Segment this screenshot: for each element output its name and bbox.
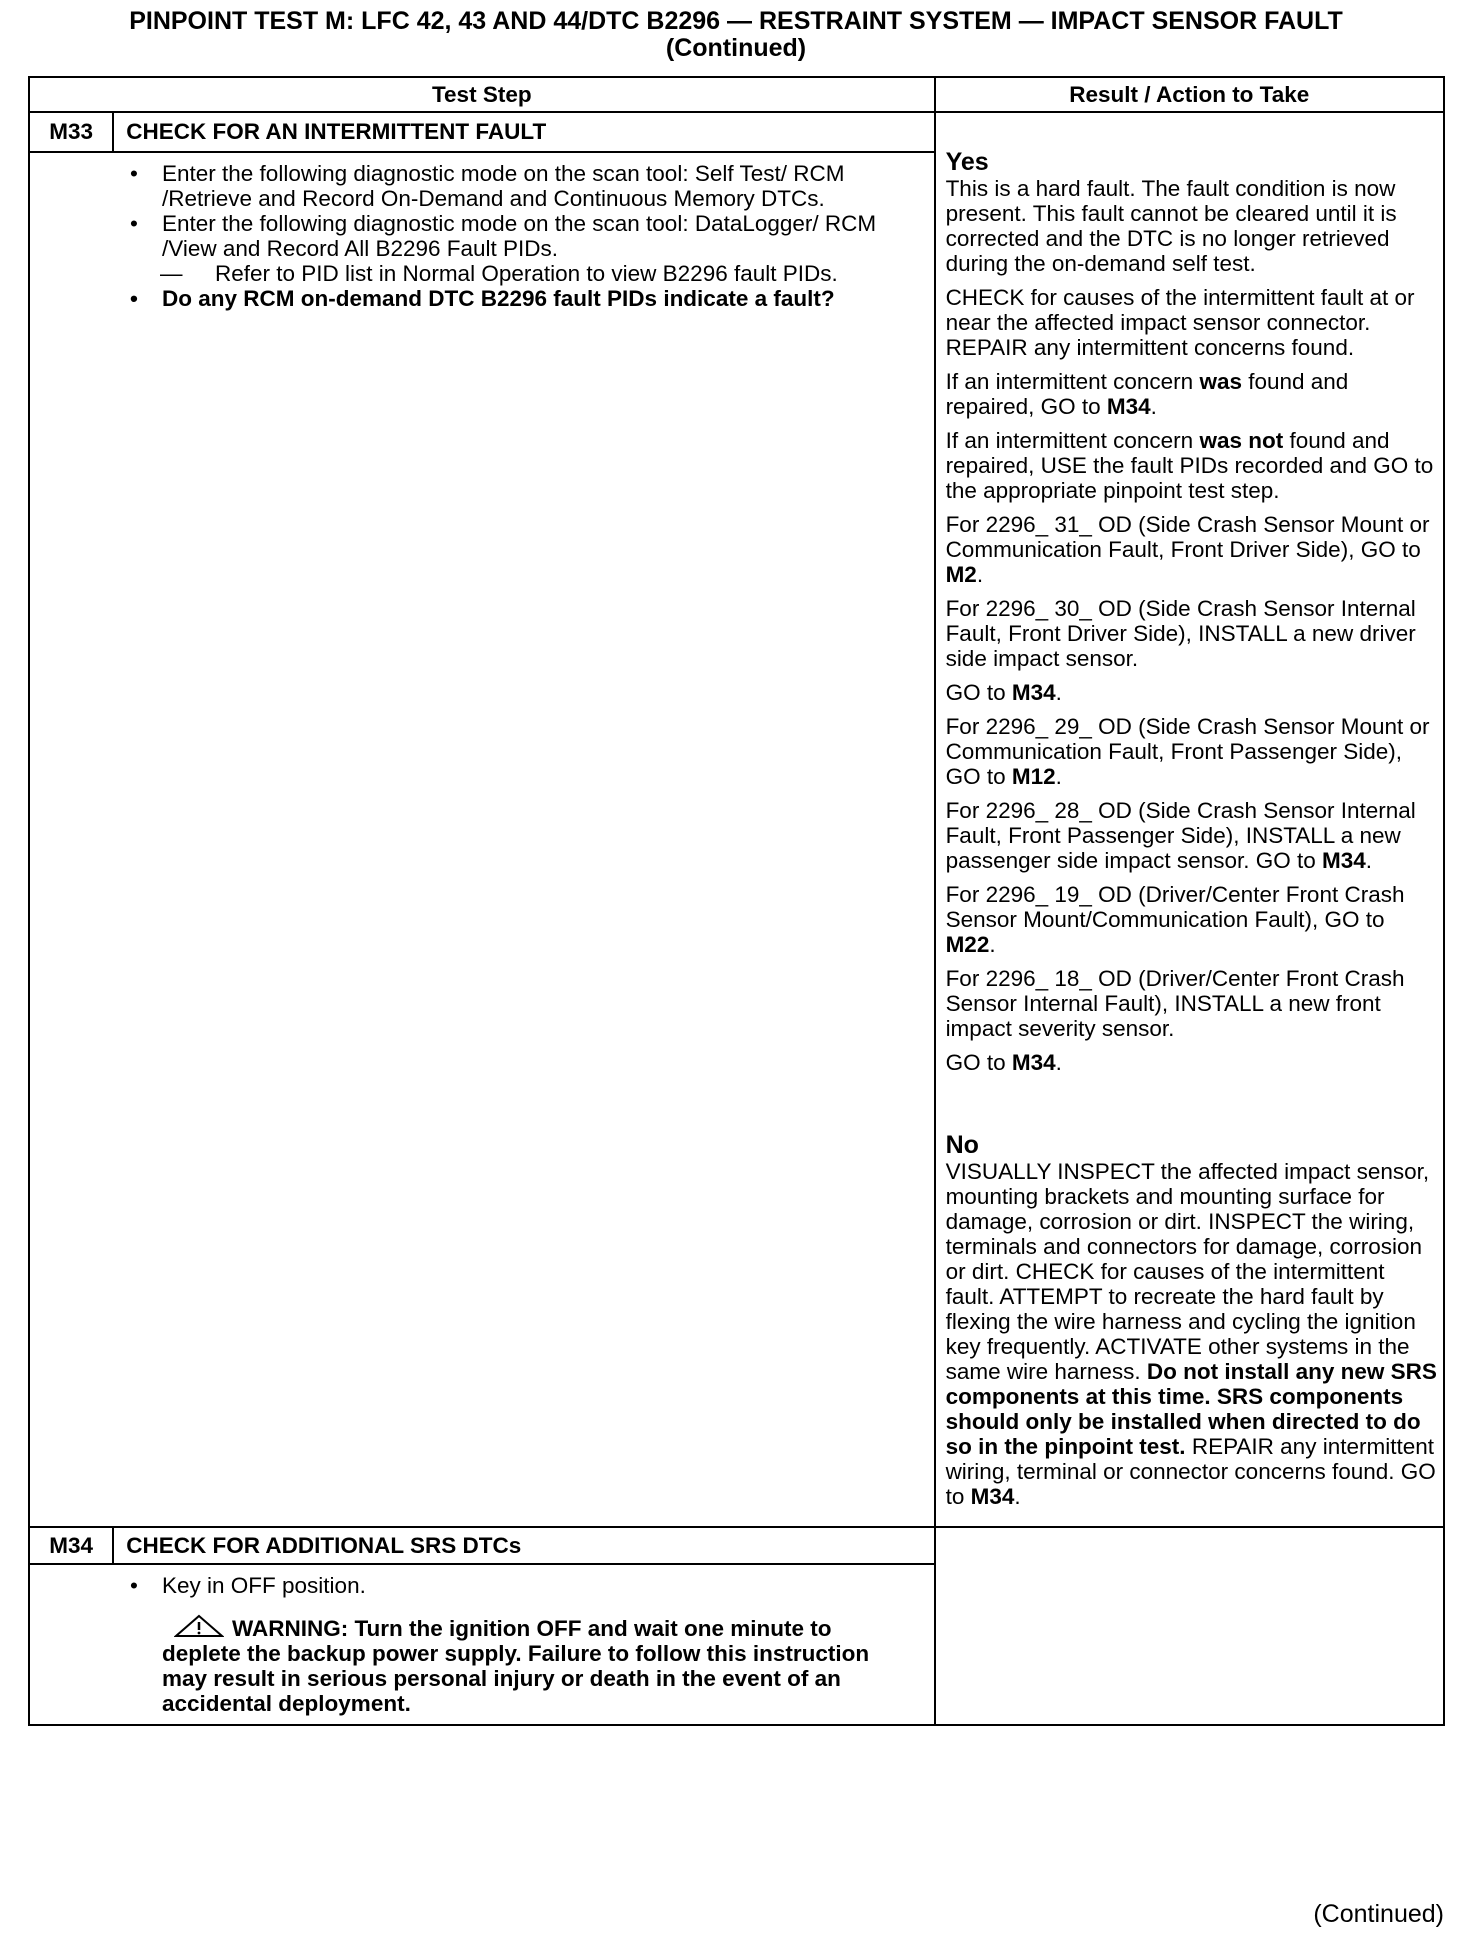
- m33-bullet-2: • Enter the following diagnostic mode on the scan tool: DataLogger/ RCM /View and Record All B2296 Fault PIDs. — Refer to PID list in Normal Operation to view B2296 fault PIDs.: [30, 211, 934, 286]
- warning-triangle-icon: [174, 1614, 224, 1638]
- step-heading-m34: CHECK FOR ADDITIONAL SRS DTCs: [113, 1527, 934, 1564]
- step-id-m33: M33: [29, 112, 113, 152]
- yes-p6: For 2296_ 30_ OD (Side Crash Sensor Internal Fault, Front Driver Side), INSTALL a new driver side impact sensor.: [945, 596, 1416, 671]
- yes-p9: For 2296_ 28_ OD (Side Crash Sensor Internal Fault, Front Passenger Side), INSTALL a new passenger side impact sensor. GO to M34.: [945, 798, 1416, 873]
- m34-step-body: [29, 1564, 935, 1725]
- m34-heading-row: [29, 1527, 1444, 1564]
- m33-result-cell: [935, 112, 1444, 1527]
- m33-bullet-3: • Do any RCM on-demand DTC B2296 fault PIDs indicate a fault?: [130, 285, 835, 311]
- no-heading: No: [945, 1131, 979, 1159]
- yes-p1: This is a hard fault. The fault condition is now present. This fault cannot be cleared until it is corrected and the DTC is no longer retrieved during the on-demand self test.: [945, 176, 1397, 276]
- yes-heading: Yes: [945, 148, 989, 176]
- header-row: [29, 77, 1444, 112]
- title-line2: (Continued): [665, 34, 807, 62]
- step-id-m34: M34: [29, 1527, 113, 1564]
- yes-p7: GO to M34.: [945, 680, 1062, 705]
- continued-footer: (Continued): [1313, 1900, 1444, 1928]
- m34-result-cell: [935, 1527, 1444, 1725]
- yes-p3: If an intermittent concern was found and repaired, GO to M34.: [945, 369, 1349, 419]
- yes-p5: For 2296_ 31_ OD (Side Crash Sensor Mount or Communication Fault, Front Driver Side), GO to M2.: [945, 512, 1430, 587]
- step-heading-m33: CHECK FOR AN INTERMITTENT FAULT: [113, 112, 934, 152]
- header-result: Result / Action to Take: [935, 77, 1444, 112]
- yes-p11: For 2296_ 18_ OD (Driver/Center Front Crash Sensor Internal Fault), INSTALL a new front impact severity sensor.: [945, 966, 1405, 1041]
- m33-heading-row: [29, 112, 1444, 152]
- m33-bullet-1: • Enter the following diagnostic mode on the scan tool: Self Test/ RCM /Retrieve and Record On-Demand and Continuous Memory DTCs.: [130, 160, 845, 211]
- yes-p4: If an intermittent concern was not found and repaired, USE the fault PIDs recorded and GO to the appropriate pinpoint test step.: [945, 428, 1434, 503]
- pinpoint-table: [28, 76, 1445, 1726]
- yes-p10: For 2296_ 19_ OD (Driver/Center Front Crash Sensor Mount/Communication Fault), GO to M22.: [945, 882, 1405, 957]
- no-p1: VISUALLY INSPECT the affected impact sensor, mounting brackets and mounting surface for damage, corrosion or dirt. INSPECT the wiring, terminals and connectors for damage, corrosion or dirt. CHECK for causes of the intermittent fault. ATTEMPT to recreate the hard fault by flexing the wire harness and cycling the ignition key frequently. ACTIVATE other systems in the same wire harness. Do not install any new SRS components at this time. SRS components should only be installed when directed to do so in the pinpoint test. REPAIR any intermittent wiring, terminal or connector concerns found. GO to M34.: [945, 1159, 1437, 1509]
- yes-p12: GO to M34.: [945, 1050, 1062, 1075]
- yes-p8: For 2296_ 29_ OD (Side Crash Sensor Mount or Communication Fault, Front Passenger Side), GO to M12.: [945, 714, 1430, 789]
- m33-step-body: [29, 152, 935, 1527]
- yes-p2: CHECK for causes of the intermittent fault at or near the affected impact sensor connector. REPAIR any intermittent concerns found.: [945, 285, 1415, 360]
- m34-warning: WARNING: Turn the ignition OFF and wait one minute to deplete the backup power supply. Failure to follow this instruction may result in serious personal injury or death in the event of an accidental deployment.: [162, 1616, 870, 1716]
- header-test-step: Test Step: [29, 77, 935, 112]
- page-title: [28, 8, 1444, 62]
- m34-bullet-1: • Key in OFF position.: [130, 1573, 366, 1598]
- m33-sub-1: — Refer to PID list in Normal Operation to view B2296 fault PIDs.: [160, 260, 838, 286]
- title-line1: PINPOINT TEST M: LFC 42, 43 AND 44/DTC B2296 — RESTRAINT SYSTEM — IMPACT SENSOR FAULT: [129, 7, 1343, 35]
